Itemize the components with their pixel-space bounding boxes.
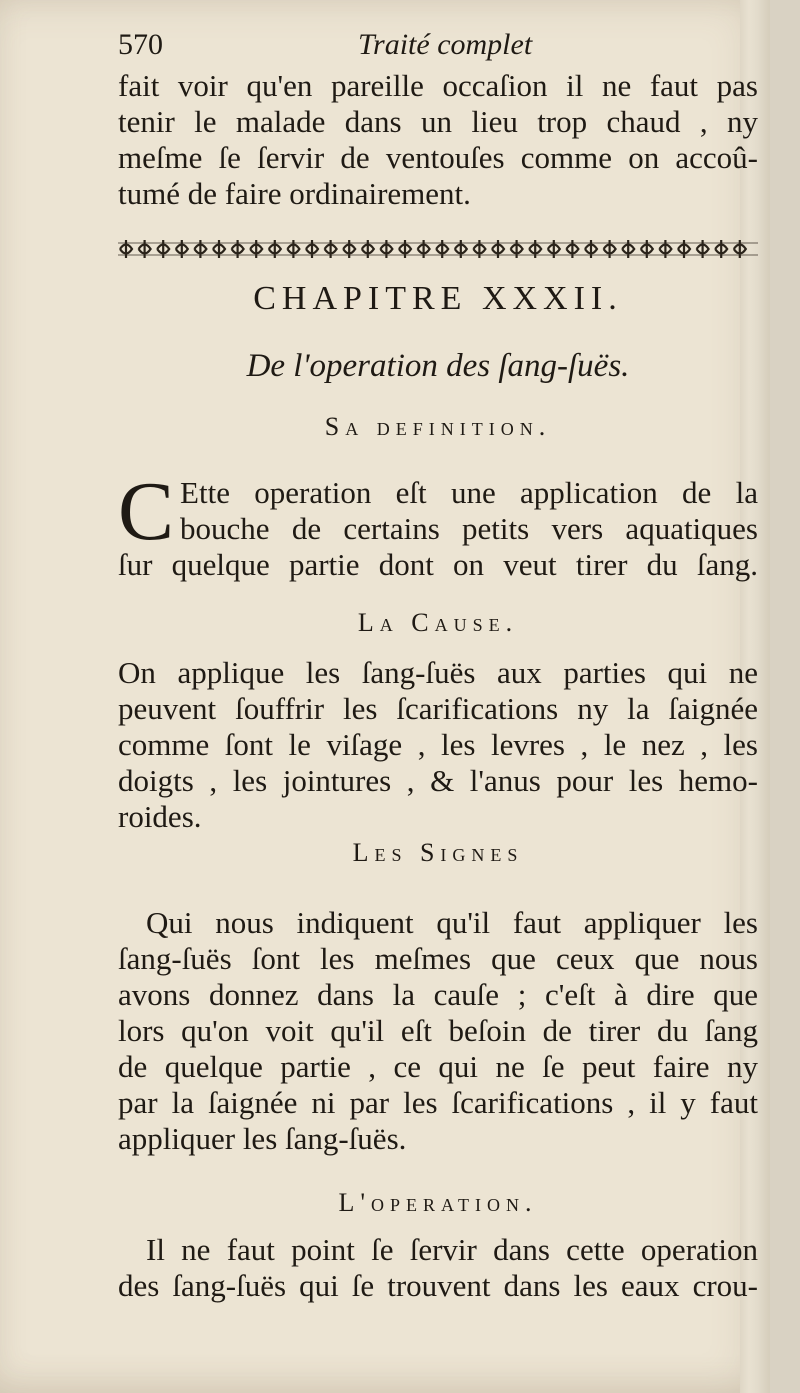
text-line: comme ſont le viſage , les levres , le nez , les	[118, 727, 758, 762]
paragraph-definition	[118, 465, 758, 583]
text-line: Qui nous indiquent qu'il faut appliquer les	[146, 905, 758, 940]
page-number: 570	[118, 28, 163, 61]
chapter-title: CHAPITRE XXXII.	[253, 280, 623, 317]
paragraph-signes	[118, 905, 758, 1157]
running-title: Traité complet	[358, 28, 533, 61]
text-line: peuvent ſouffrir les ſcarifications ny la ſaignée	[118, 691, 758, 726]
section-heading-definition: Sa definition.	[324, 412, 552, 441]
text-line: On applique les ſang-ſuës aux parties qui ne	[118, 655, 758, 690]
text-line: appliquer les ſang-ſuës.	[118, 1121, 407, 1156]
section-heading-signes: Les Signes	[352, 838, 524, 867]
text-line: meſme ſe ſervir de ventouſes comme on accoû-	[118, 140, 758, 175]
text-line: ſur quelque partie dont on veut tirer du ſang.	[118, 547, 758, 582]
text-line: Ette operation eſt une application de la	[180, 475, 758, 510]
top-paragraph	[118, 68, 758, 212]
text-line: de quelque partie , ce qui ne ſe peut faire ny	[118, 1049, 758, 1084]
text-line: avons donnez dans la cauſe ; c'eſt à dire que	[118, 977, 758, 1012]
text-line: lors qu'on voit qu'il eſt beſoin de tirer du ſang	[118, 1013, 758, 1048]
ornament-divider	[118, 232, 758, 266]
paragraph-operation	[118, 1232, 758, 1304]
text-line: fait voir qu'en pareille occaſion il ne faut pas	[118, 68, 758, 103]
drop-cap: C	[118, 465, 175, 558]
text-line: par la ſaignée ni par les ſcarifications , il y faut	[118, 1085, 758, 1120]
text-line: tenir le malade dans un lieu trop chaud , ny	[118, 104, 758, 139]
text-line: des ſang-ſuës qui ſe trouvent dans les eaux crou-	[118, 1268, 758, 1303]
section-heading-operation: L'operation.	[338, 1188, 538, 1217]
text-line: roides.	[118, 799, 202, 834]
text-line: doigts , les jointures , & l'anus pour les hemo-	[118, 763, 758, 798]
page-header	[118, 18, 758, 68]
text-line: tumé de faire ordinairement.	[118, 176, 471, 211]
chapter-subtitle: De l'operation des ſang-ſuës.	[246, 348, 630, 384]
text-line: Il ne faut point ſe ſervir dans cette operation	[146, 1232, 758, 1267]
text-line: ſang-ſuës ſont les meſmes que ceux que nous	[118, 941, 758, 976]
paragraph-cause	[118, 655, 758, 835]
section-heading-cause: La Cause.	[357, 608, 519, 637]
text-line: bouche de certains petits vers aquatiques	[180, 511, 758, 546]
